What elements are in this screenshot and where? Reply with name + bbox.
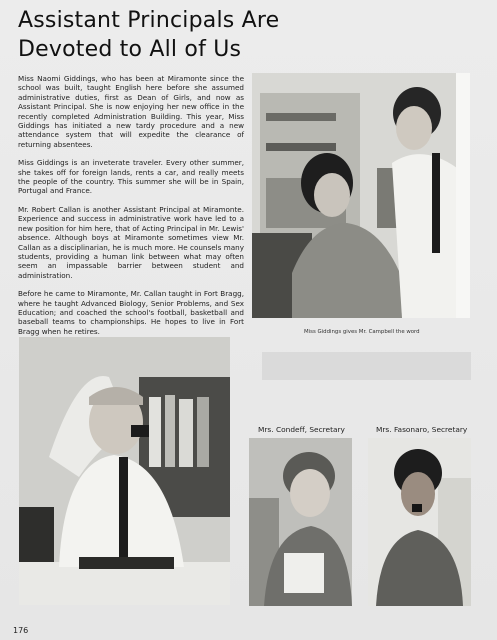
photo-fasonaro <box>368 438 471 606</box>
secretary-label-fasonaro: Mrs. Fasonaro, Secretary <box>376 425 468 434</box>
paragraph-travel: Miss Giddings is an inveterate traveler. Every other summer, she takes off for foreign lands, rents a car, and really meets the people of the country. This summer she will be in Spain, Portugal and France. <box>18 158 244 196</box>
paragraph-callan: Mr. Robert Callan is another Assistant Principal at Miramonte. Experience and success in administrative work have led to a new position for him here, that of Acting Principal in Mr. Lewis' absence. Although boys at Miramonte sometimes view Mr. Callan as a disciplinarian, he is much more. He counsels many students, providing a human link between what may often seem an impassable barrier between student and administration. <box>18 204 244 280</box>
paragraph-fort-bragg: Before he came to Miramonte, Mr. Callan taught in Fort Bragg, where he taught Advanced Biology, Senior Problems, and Sex Education; and coached the school's football, basketball and baseball teams to championships. He hopes to live in Fort Bragg when he retires. <box>18 289 244 336</box>
paragraph-giddings: Miss Naomi Giddings, who has been at Miramonte since the school was built, taught English here before she assumed administrative duties, first as Dean of Girls, and now as Assistant Principal. She is now enjoying her new office in the recently completed Administration Building. This year, Miss Giddings has initiated a new tardy procedure and a new attendance system that will expedite the clearance of returning absentees. <box>18 74 244 149</box>
article-text <box>18 74 244 345</box>
blank-panel <box>262 352 471 380</box>
photo-giddings-campbell <box>252 73 470 318</box>
secretary-label-condeff: Mrs. Condeff, Secretary <box>258 425 345 434</box>
photo-condeff <box>249 438 352 606</box>
photo-caption: Miss Giddings gives Mr. Campbell the word <box>304 329 420 335</box>
page-number: 176 <box>13 626 29 635</box>
page-title: Assistant Principals Are Devoted to All of Us <box>18 8 280 62</box>
photo-callan <box>19 337 230 605</box>
